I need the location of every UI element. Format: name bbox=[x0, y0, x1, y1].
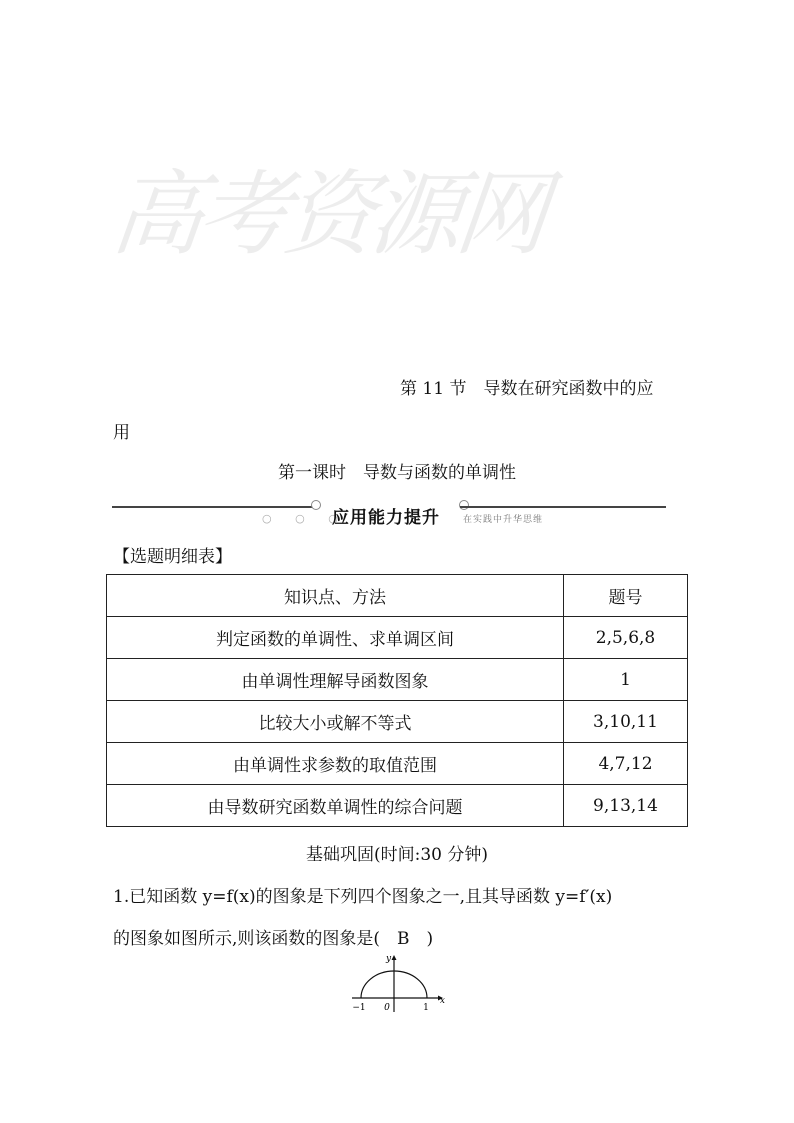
table-cell: 3,10,11 bbox=[564, 701, 688, 743]
table-cell: 4,7,12 bbox=[564, 743, 688, 785]
time-limit-heading: 基础巩固(时间:30 分钟) bbox=[305, 845, 489, 865]
banner-hook-left-icon bbox=[311, 500, 321, 510]
section-title-line1: 第 11 节 导数在研究函数中的应 bbox=[400, 379, 654, 399]
y-axis-label: y bbox=[386, 954, 392, 964]
banner-label: 应用能力提升 bbox=[332, 508, 440, 528]
banner-hook-right-icon bbox=[459, 500, 469, 510]
table-cell: 由单调性理解导函数图象 bbox=[107, 659, 564, 701]
table-row bbox=[107, 701, 688, 743]
banner-tagline: 在实践中升华思维 bbox=[463, 515, 544, 525]
table-header-cell: 题号 bbox=[564, 575, 688, 617]
tick-label-one: 1 bbox=[423, 1003, 429, 1013]
table-cell: 由单调性求参数的取值范围 bbox=[107, 743, 564, 785]
x-axis-label: x bbox=[439, 996, 445, 1006]
table-cell: 9,13,14 bbox=[564, 785, 688, 827]
table-cell: 比较大小或解不等式 bbox=[107, 701, 564, 743]
table-cell: 1 bbox=[564, 659, 688, 701]
table-header-cell: 知识点、方法 bbox=[107, 575, 564, 617]
section-title-line2: 用 bbox=[113, 423, 130, 443]
table-cell: 判定函数的单调性、求单调区间 bbox=[107, 617, 564, 659]
table-row bbox=[107, 659, 688, 701]
question-1-line1: 1.已知函数 y=f(x)的图象是下列四个图象之一,且其导函数 y=f′(x) bbox=[113, 887, 613, 907]
derivative-graph bbox=[346, 952, 446, 1018]
banner-rule-right bbox=[460, 506, 666, 508]
table-cell: 2,5,6,8 bbox=[564, 617, 688, 659]
lesson-subtitle: 第一课时 导数与函数的单调性 bbox=[278, 463, 516, 483]
table-row bbox=[107, 743, 688, 785]
banner-dots: ○ ○ ○ bbox=[262, 512, 348, 525]
detail-table-label: 【选题明细表】 bbox=[113, 547, 232, 567]
banner-rule-left bbox=[112, 506, 316, 508]
watermark: 高考资源网 bbox=[106, 161, 548, 268]
tick-label-neg-one: −1 bbox=[352, 1003, 366, 1013]
tick-label-origin: 0 bbox=[384, 1003, 390, 1013]
question-1-line2: 的图象如图所示,则该函数的图象是( B ) bbox=[113, 929, 434, 949]
y-axis-arrow-icon bbox=[392, 955, 397, 960]
table-cell: 由导数研究函数单调性的综合问题 bbox=[107, 785, 564, 827]
table-row bbox=[107, 785, 688, 827]
detail-table bbox=[106, 574, 688, 827]
table-row bbox=[107, 617, 688, 659]
table-header-row bbox=[107, 575, 688, 617]
